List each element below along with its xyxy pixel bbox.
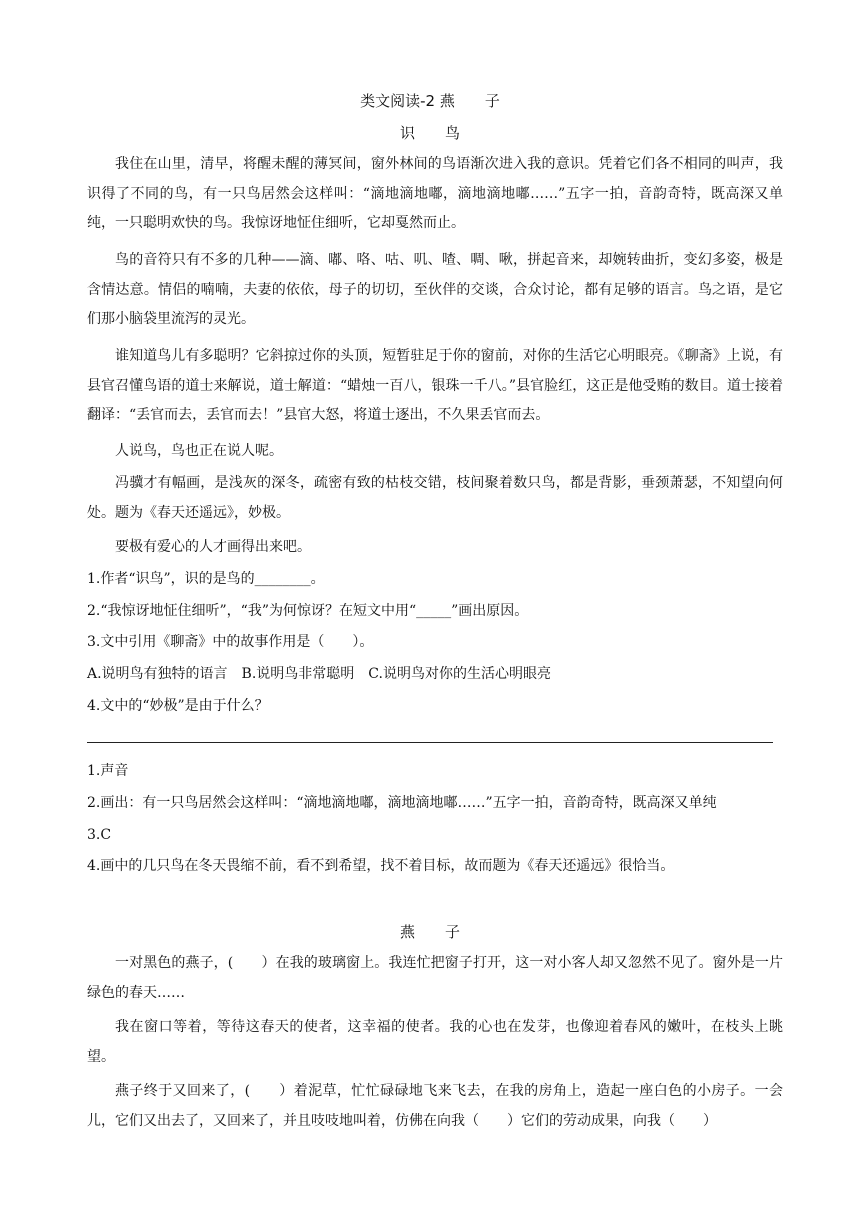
answer-4: 4.画中的几只鸟在冬天畏缩不前，看不到希望，找不着目标，故而题为《春天还遥远》很恰当。 bbox=[87, 858, 675, 874]
passage-paragraph: 冯骥才有幅画，是浅灰的深冬，疏密有致的枯枝交错，枝间聚着数只鸟，都是背影，垂颈萧瑟，不知望向何处。题为《春天还遥远》，妙极。 bbox=[87, 475, 783, 521]
passage-paragraph: 谁知道鸟儿有多聪明？它斜掠过你的头顶，短暂驻足于你的窗前，对你的生活它心明眼亮。《聊斋》上说，有县官召懂鸟语的道士来解说，道士解道：“蜡烛一百八，银珠一千八。”县官脸红，这正是他受贿的数目。道士接着翻译：“丢官而去，丢官而去！”县官大怒，将道士逐出，不久果丢官而去。 bbox=[87, 348, 783, 423]
question-3: 3.文中引用《聊斋》中的故事作用是（ ）。 bbox=[87, 634, 374, 650]
question-4: 4.文中的“妙极”是由于什么？ bbox=[87, 698, 269, 714]
passage-paragraph: 燕子终于又回来了，( ）着泥草，忙忙碌碌地飞来飞去，在我的房角上，造起一座白色的小房子。一会儿，它们又出去了，又回来了，并且吱吱地叫着，仿佛在向我（ ）它们的劳动成果，向我（ ） bbox=[87, 1083, 783, 1129]
question-1: 1.作者“识鸟”，识的是鸟的________。 bbox=[87, 571, 325, 587]
passage-paragraph: 我住在山里，清早，将醒未醒的薄冥间，窗外林间的鸟语渐次进入我的意识。凭着它们各不相同的叫声，我识得了不同的鸟，有一只鸟居然会这样叫：“滴地滴地嘟，滴地滴地嘟……”五字一拍，音韵奇特，既高深又单纯，一只聪明欢快的鸟。我惊讶地怔住细听，它却戛然而止。 bbox=[87, 156, 783, 231]
passage-paragraph: 要极有爱心的人才画得出来吧。 bbox=[115, 539, 311, 555]
section-title-shi-niao: 识 鸟 bbox=[399, 124, 460, 142]
passage-paragraph: 人说鸟，鸟也正在说人呢。 bbox=[115, 443, 283, 459]
answer-3: 3.C bbox=[87, 827, 112, 843]
passage-paragraph: 一对黑色的燕子，( ）在我的玻璃窗上。我连忙把窗子打开，这一对小客人却又忽然不见了。窗外是一片绿色的春天…… bbox=[87, 955, 783, 1001]
passage-paragraph: 鸟的音符只有不多的几种——滴、嘟、咯、咕、叽、喳、啁、啾，拼起音来，却婉转曲折，变幻多姿，极是含情达意。情侣的喃喃，夫妻的依依，母子的切切，至伙伴的交谈，合众讨论，都有足够的语言。鸟之语，是它们那小脑袋里流泻的灵光。 bbox=[87, 252, 783, 327]
answer-1: 1.声音 bbox=[87, 763, 129, 779]
document-title: 类文阅读-2 燕 子 bbox=[360, 92, 500, 110]
answer-2: 2.画出：有一只鸟居然会这样叫：“滴地滴地嘟，滴地滴地嘟……”五字一拍，音韵奇特，既高深又单纯 bbox=[87, 795, 717, 811]
question-3-options: A.说明鸟有独特的语言 B.说明鸟非常聪明 C.说明鸟对你的生活心明眼亮 bbox=[87, 666, 551, 682]
passage-paragraph: 我在窗口等着，等待这春天的使者，这幸福的使者。我的心也在发芽，也像迎着春风的嫩叶，在枝头上眺望。 bbox=[87, 1019, 783, 1065]
answer-divider bbox=[87, 742, 773, 743]
section-title-yan-zi: 燕 子 bbox=[399, 923, 460, 941]
question-2: 2.“我惊讶地怔住细听”，“我”为何惊讶？在短文中用“_____”画出原因。 bbox=[87, 603, 529, 619]
